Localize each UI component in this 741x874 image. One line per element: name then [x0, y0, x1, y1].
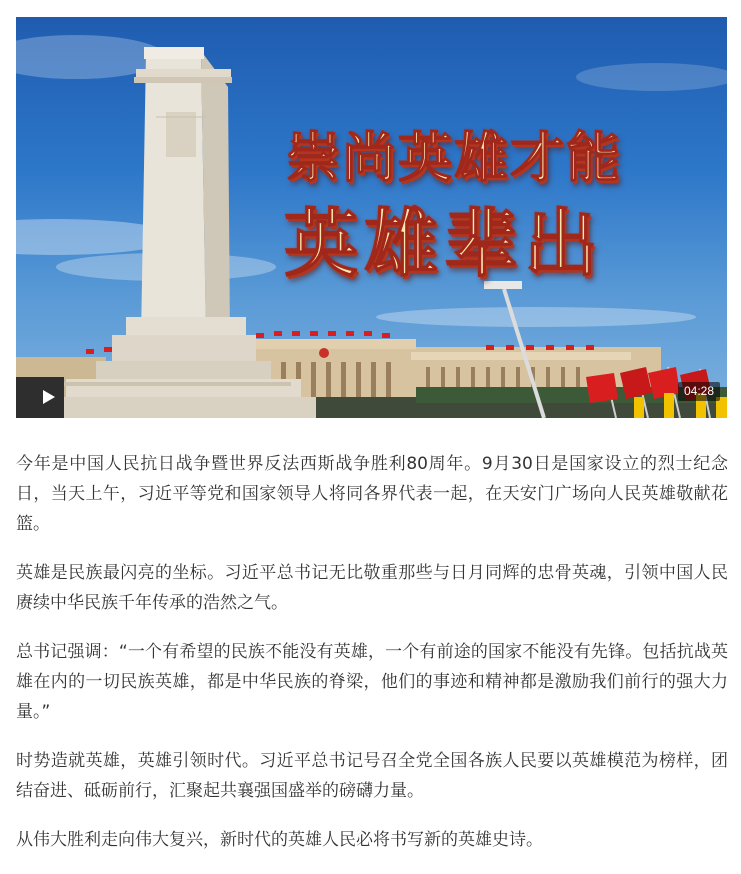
video-duration: 04:28 — [678, 382, 720, 401]
article-paragraph: 今年是中国人民抗日战争暨世界反法西斯战争胜利80周年。9月30日是国家设立的烈士纪念日，当天上午，习近平等党和国家领导人将同各界代表一起，在天安门广场向人民英雄敬献花篮。 — [16, 454, 728, 534]
play-button[interactable] — [38, 386, 60, 408]
article-paragraph: 时势造就英雄，英雄引领时代。习近平总书记号召全党全国各族人民要以英雄模范为榜样，团结奋进、砥砺前行，汇聚起共襄强国盛举的磅礴力量。 — [16, 751, 728, 801]
article-paragraph: 总书记强调：“一个有希望的民族不能没有英雄，一个有前途的国家不能没有先锋。包括抗战英雄在内的一切民族英雄，都是中华民族的脊梁，他们的事迹和精神都是激励我们前行的强大力量。” — [16, 642, 728, 722]
video-player[interactable] — [16, 17, 727, 418]
play-icon — [42, 389, 56, 405]
article-body — [16, 449, 727, 855]
video-headline-line1: 崇尚英雄才能 — [286, 126, 622, 189]
article-paragraph: 英雄是民族最闪亮的坐标。习近平总书记无比敬重那些与日月同辉的忠骨英魂，引领中国人民赓续中华民族千年传承的浩然之气。 — [16, 563, 728, 613]
article-paragraph: 从伟大胜利走向伟大复兴，新时代的英雄人民必将书写新的英雄史诗。 — [16, 830, 543, 850]
video-headline-line2: 英雄辈出 — [284, 201, 604, 287]
